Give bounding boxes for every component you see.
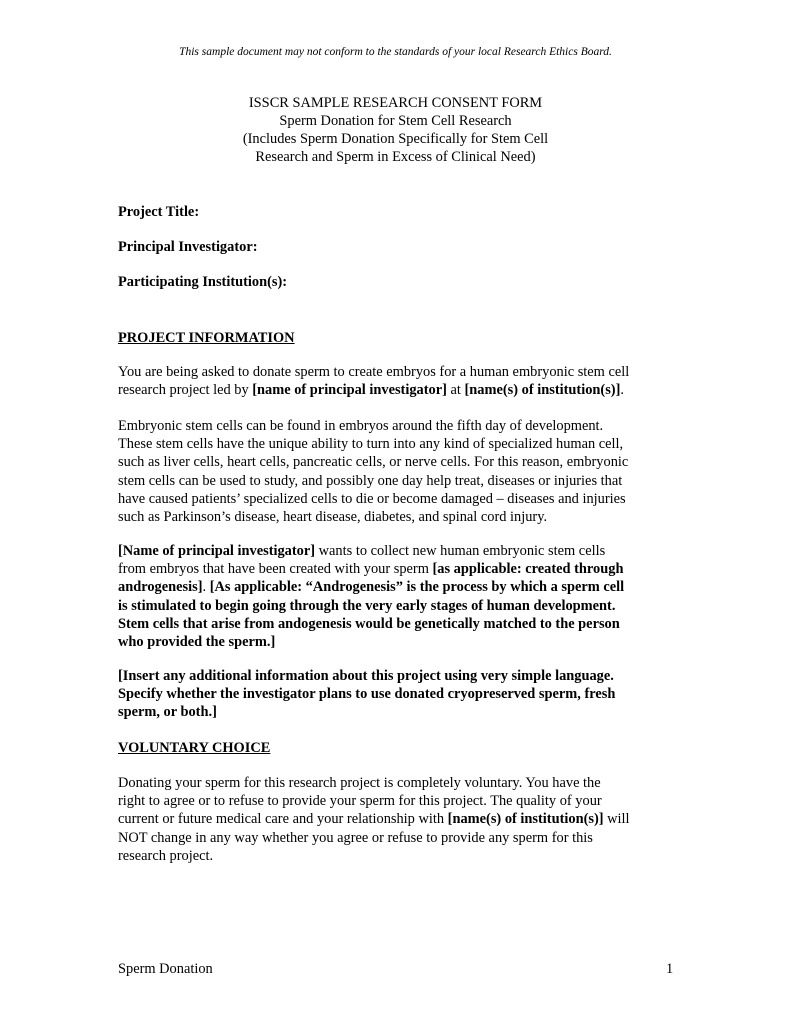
text-line: These stem cells have the unique ability to turn into any kind of specialized human cell, [118, 436, 624, 453]
text-line [118, 560, 678, 578]
text-line: Embryonic stem cells can be found in embryos around the fifth day of development. [118, 418, 604, 434]
insert-instruction: [Insert any additional information about this project using very simple language. [118, 668, 614, 684]
institution-placeholder: [name(s) of institution(s)] [447, 811, 604, 828]
text-run: from embryos that have been created with your sperm [118, 561, 433, 578]
text-line [118, 685, 678, 703]
text-run: current or future medical care and your relationship with [118, 811, 448, 828]
text-run: wants to collect new human embryonic stem cells [315, 543, 606, 559]
title-line-1: ISSCR SAMPLE RESEARCH CONSENT FORM [248, 95, 543, 111]
text-line: right to agree or to refuse to provide your sperm for this project. The quality of your [118, 793, 602, 810]
text-run: will [603, 811, 630, 828]
participating-institutions-label: Participating Institution(s): [118, 274, 288, 290]
voluntary-choice-heading: VOLUNTARY CHOICE [118, 740, 271, 756]
project-information-heading: PROJECT INFORMATION [118, 330, 295, 346]
project-info-paragraph-4 [118, 667, 678, 722]
insert-instruction: sperm, or both.] [118, 704, 217, 721]
text-line [118, 542, 678, 560]
text-line [118, 667, 678, 685]
applicable-text: Stem cells that arise from andogenesis would be genetically matched to the person [118, 615, 620, 632]
voluntary-choice-paragraph [118, 774, 678, 865]
text-line [118, 615, 678, 633]
applicable-placeholder: androgenesis] [118, 579, 203, 596]
footer-label: Sperm Donation [118, 961, 213, 977]
title-line-3: (Includes Sperm Donation Specifically for Stem Cell [242, 131, 549, 147]
project-info-paragraph-1 [118, 363, 678, 399]
insert-instruction: Specify whether the investigator plans to use donated cryopreserved sperm, fresh [118, 686, 616, 703]
project-title-label: Project Title: [118, 204, 200, 220]
text-line [118, 810, 678, 828]
text-line: research project. [118, 847, 214, 864]
text-line [118, 703, 678, 721]
institution-placeholder: [name(s) of institution(s)] [464, 382, 621, 399]
text-line: You are being asked to donate sperm to create embryos for a human embryonic stem cell [118, 364, 630, 380]
text-run: . [620, 382, 624, 399]
investigator-placeholder: [name of principal investigator] [252, 382, 447, 399]
project-info-paragraph-3 [118, 542, 678, 651]
title-line-2: Sperm Donation for Stem Cell Research [279, 113, 512, 129]
applicable-placeholder: [as applicable: created through [432, 561, 624, 578]
disclaimer: This sample document may not conform to the standards of your local Research Ethics Board. [179, 46, 612, 58]
text-run: at [446, 382, 465, 399]
document-title [0, 94, 791, 166]
text-line: such as Parkinson’s disease, heart disease, diabetes, and spinal cord injury. [118, 509, 548, 526]
page-number: 1 [666, 961, 674, 977]
text-line [118, 578, 678, 596]
text-line [118, 597, 678, 615]
title-line-4: Research and Sperm in Excess of Clinical Need) [255, 149, 536, 165]
text-line: NOT change in any way whether you agree or refuse to provide any sperm for this [118, 829, 593, 846]
text-line: Donating your sperm for this research project is completely voluntary. You have the [118, 775, 601, 791]
text-line: such as liver cells, heart cells, pancreatic cells, or nerve cells. For this reason, embryonic [118, 454, 629, 471]
project-info-paragraph-2 [118, 417, 678, 526]
applicable-text: who provided the sperm.] [118, 634, 276, 651]
text-run: . [202, 579, 210, 596]
investigator-placeholder: [Name of principal investigator] [118, 543, 316, 559]
principal-investigator-label: Principal Investigator: [118, 239, 258, 255]
text-line [118, 633, 678, 651]
text-run: research project led by [118, 382, 253, 399]
applicable-text: is stimulated to begin going through the very early stages of human development. [118, 597, 616, 614]
text-line [118, 381, 678, 399]
applicable-placeholder: [As applicable: “Androgenesis” is the process by which a sperm cell [209, 579, 625, 596]
text-line: stem cells can be used to study, and possibly one day help treat, diseases or injuries that [118, 472, 623, 489]
text-line: have caused patients’ specialized cells to die or become damaged – diseases and injuries [118, 490, 626, 507]
